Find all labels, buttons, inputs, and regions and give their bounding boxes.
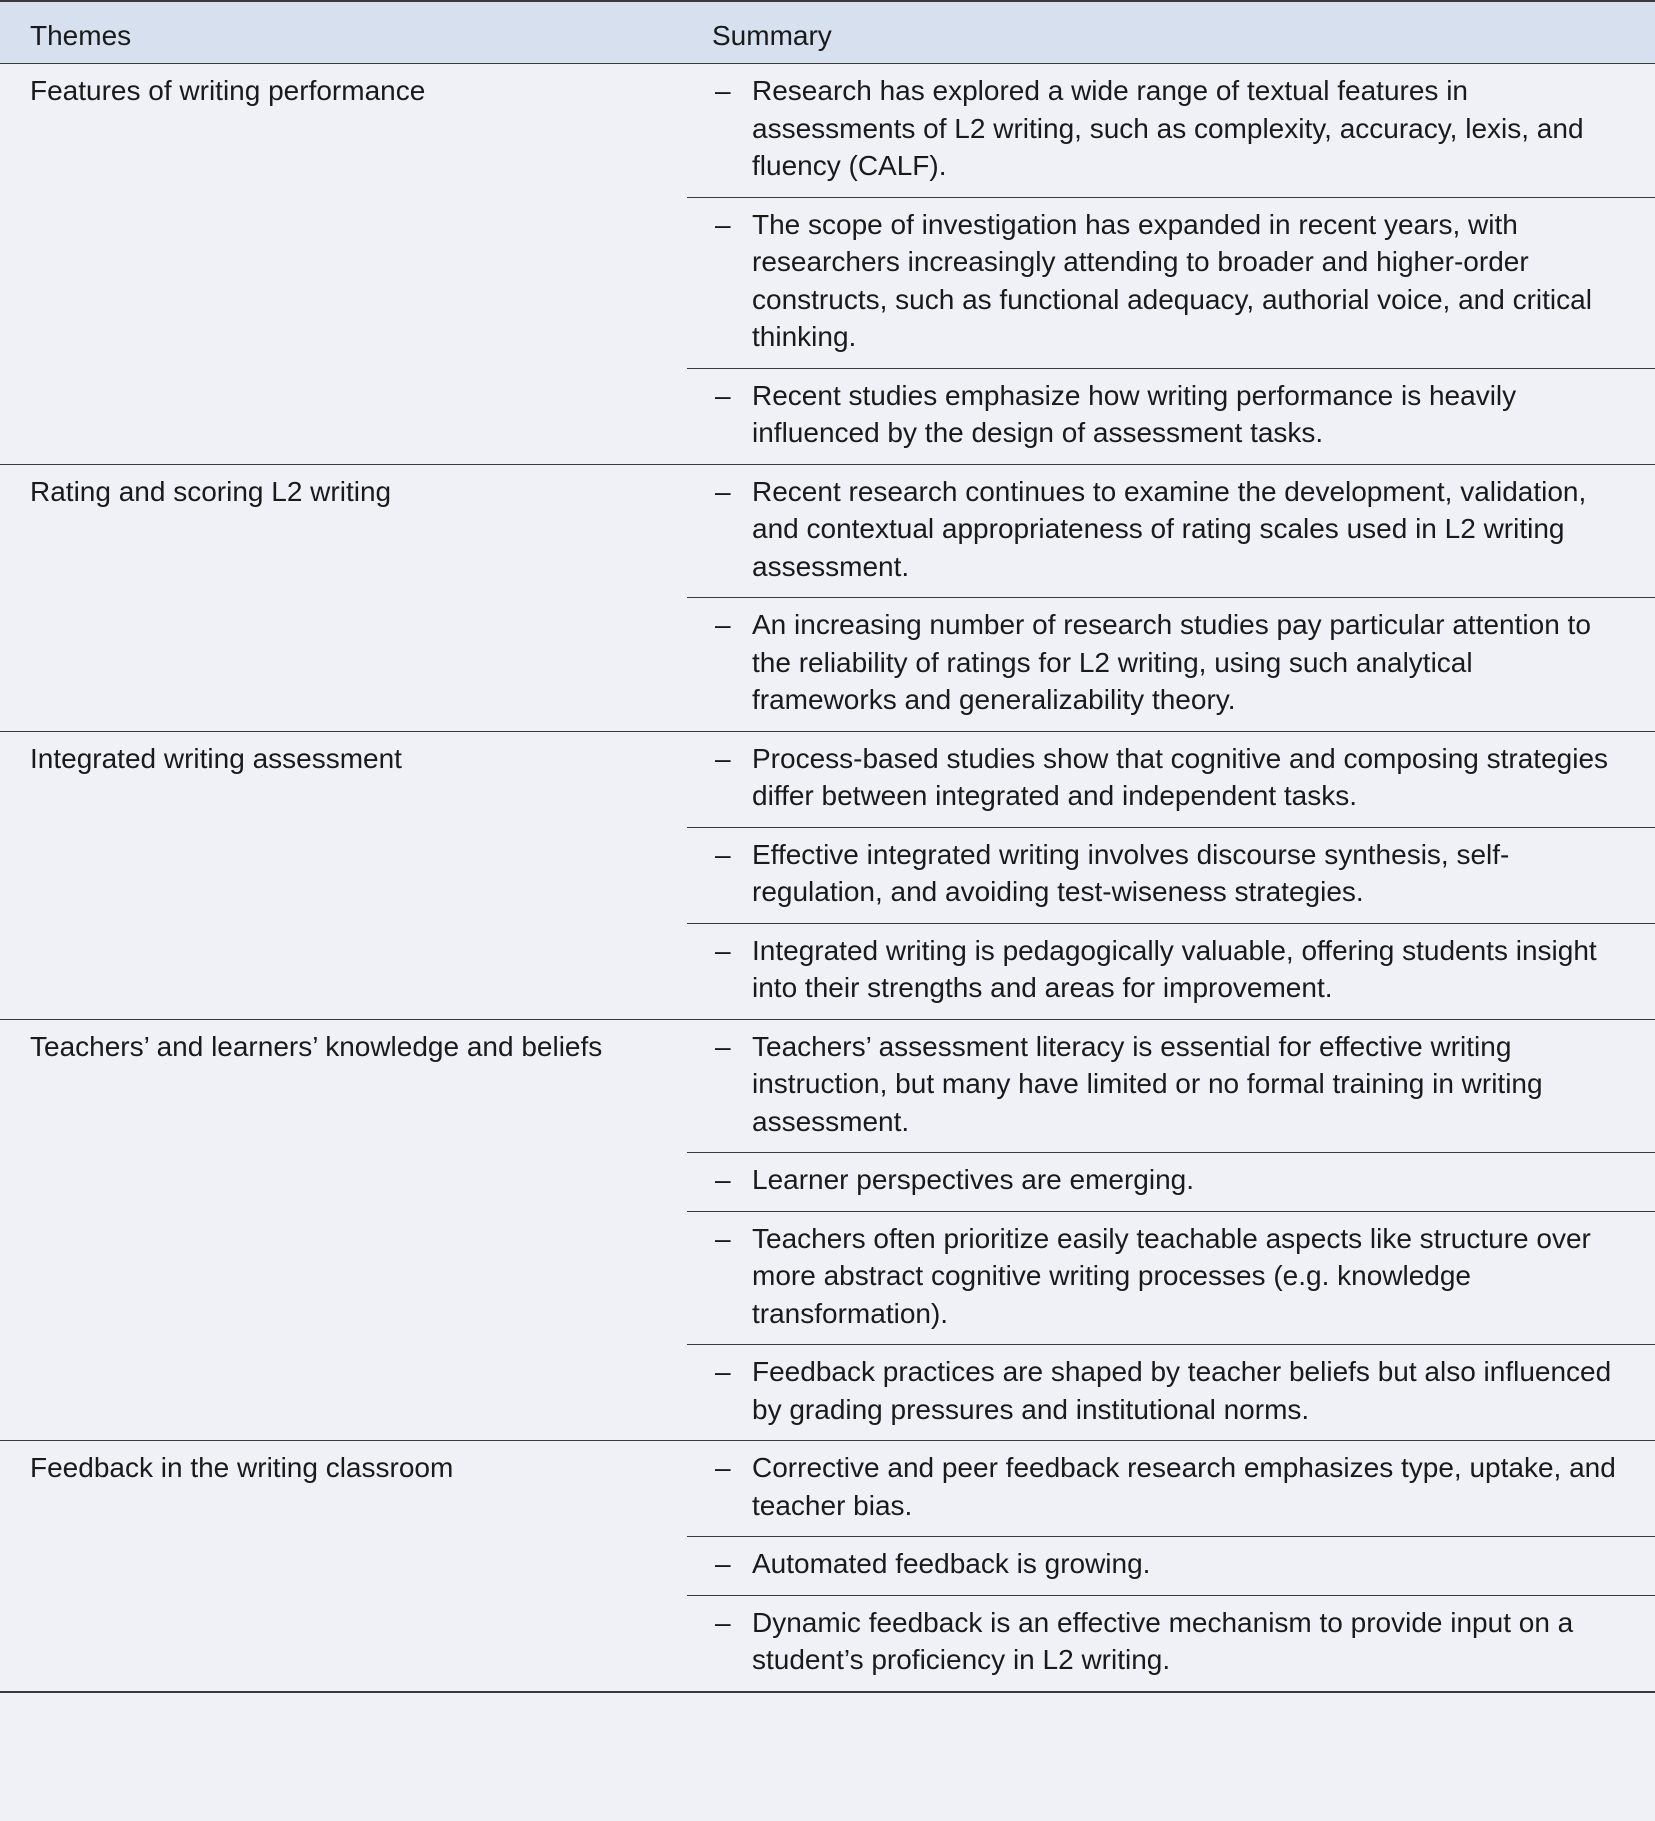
summary-item (687, 732, 1655, 828)
summary-text: Feedback practices are shaped by teacher beliefs but also influenced by grading pressures and institutional norms. (752, 1356, 1612, 1425)
summary-text: Corrective and peer feedback research emphasizes type, uptake, and teacher bias. (752, 1452, 1616, 1521)
bullet-dash: – (715, 379, 731, 411)
theme-cell: Teachers’ and learners’ knowledge and beliefs (30, 1030, 603, 1062)
table-row (0, 732, 1655, 1020)
theme-cell: Feedback in the writing classroom (30, 1452, 454, 1483)
table-header (0, 0, 1655, 64)
summary-item (687, 828, 1655, 924)
summary-text: Recent research continues to examine the development, validation, and contextual appropriateness of rating scales used in L2 writing assessment. (752, 475, 1587, 582)
summary-item (687, 1441, 1655, 1537)
summary-text: Learner perspectives are emerging. (752, 1164, 1195, 1195)
bullet-dash: – (715, 1452, 731, 1483)
summary-text: An increasing number of research studies pay particular attention to the reliability of ratings for L2 writing, using such analytical frameworks and generalizability theory. (752, 609, 1591, 715)
summary-text: Integrated writing is pedagogically valuable, offering students insight into their strengths and areas for improvement. (752, 934, 1597, 1003)
bullet-dash: – (715, 1222, 731, 1254)
summary-item (687, 64, 1655, 198)
summary-text: Teachers often prioritize easily teachable aspects like structure over more abstract cognitive writing processes (e.g. knowledge transformation). (752, 1222, 1591, 1329)
theme-cell: Integrated writing assessment (30, 742, 402, 774)
summary-item (687, 598, 1655, 731)
bullet-dash: – (715, 1606, 731, 1638)
summary-item (687, 1596, 1655, 1691)
bullet-dash: – (715, 1030, 731, 1062)
bullet-dash: – (715, 1548, 731, 1579)
summary-text: Effective integrated writing involves discourse synthesis, self-regulation, and avoiding test-wiseness strategies. (752, 838, 1510, 907)
header-summary: Summary (712, 20, 832, 51)
summary-cell (687, 465, 1655, 731)
table-row (0, 1020, 1655, 1442)
table-row (0, 465, 1655, 732)
table-row (0, 64, 1655, 465)
summary-item (687, 465, 1655, 599)
summary-cell (687, 1441, 1655, 1691)
summary-text: Automated feedback is growing. (752, 1548, 1151, 1579)
summary-item (687, 198, 1655, 369)
bullet-dash: – (715, 934, 731, 966)
summary-item (687, 1212, 1655, 1346)
summary-item (687, 1020, 1655, 1154)
theme-cell: Features of writing performance (30, 75, 426, 106)
summary-item (687, 369, 1655, 464)
summary-text: Process-based studies show that cognitive and composing strategies differ between integrated and independent tasks. (752, 742, 1609, 811)
bullet-dash: – (715, 475, 731, 507)
summary-text: The scope of investigation has expanded in recent years, with researchers increasingly attending to broader and higher-order constructs, such as functional adequacy, authorial voice, and critical thinking. (752, 208, 1592, 352)
summary-item (687, 1537, 1655, 1596)
summary-item (687, 924, 1655, 1019)
summary-cell (687, 64, 1655, 464)
bullet-dash: – (715, 1164, 731, 1195)
table-row (0, 1441, 1655, 1693)
summary-cell (687, 732, 1655, 1019)
summary-text: Recent studies emphasize how writing performance is heavily influenced by the design of assessment tasks. (752, 379, 1517, 448)
bullet-dash: – (715, 742, 731, 774)
bullet-dash: – (715, 75, 731, 106)
summary-text: Teachers’ assessment literacy is essential for effective writing instruction, but many have limited or no formal training in writing assessment. (752, 1030, 1543, 1137)
summary-cell (687, 1020, 1655, 1441)
bullet-dash: – (715, 838, 731, 870)
summary-text: Dynamic feedback is an effective mechanism to provide input on a student’s proficiency in L2 writing. (752, 1606, 1574, 1675)
summary-item (687, 1153, 1655, 1212)
theme-cell: Rating and scoring L2 writing (30, 475, 392, 507)
header-themes: Themes (30, 20, 132, 51)
summary-item (687, 1345, 1655, 1440)
bullet-dash: – (715, 208, 731, 240)
bullet-dash: – (715, 1356, 731, 1387)
bullet-dash: – (715, 609, 731, 640)
summary-text: Research has explored a wide range of textual features in assessments of L2 writing, such as complexity, accuracy, lexis, and fluency (CALF). (752, 75, 1584, 181)
